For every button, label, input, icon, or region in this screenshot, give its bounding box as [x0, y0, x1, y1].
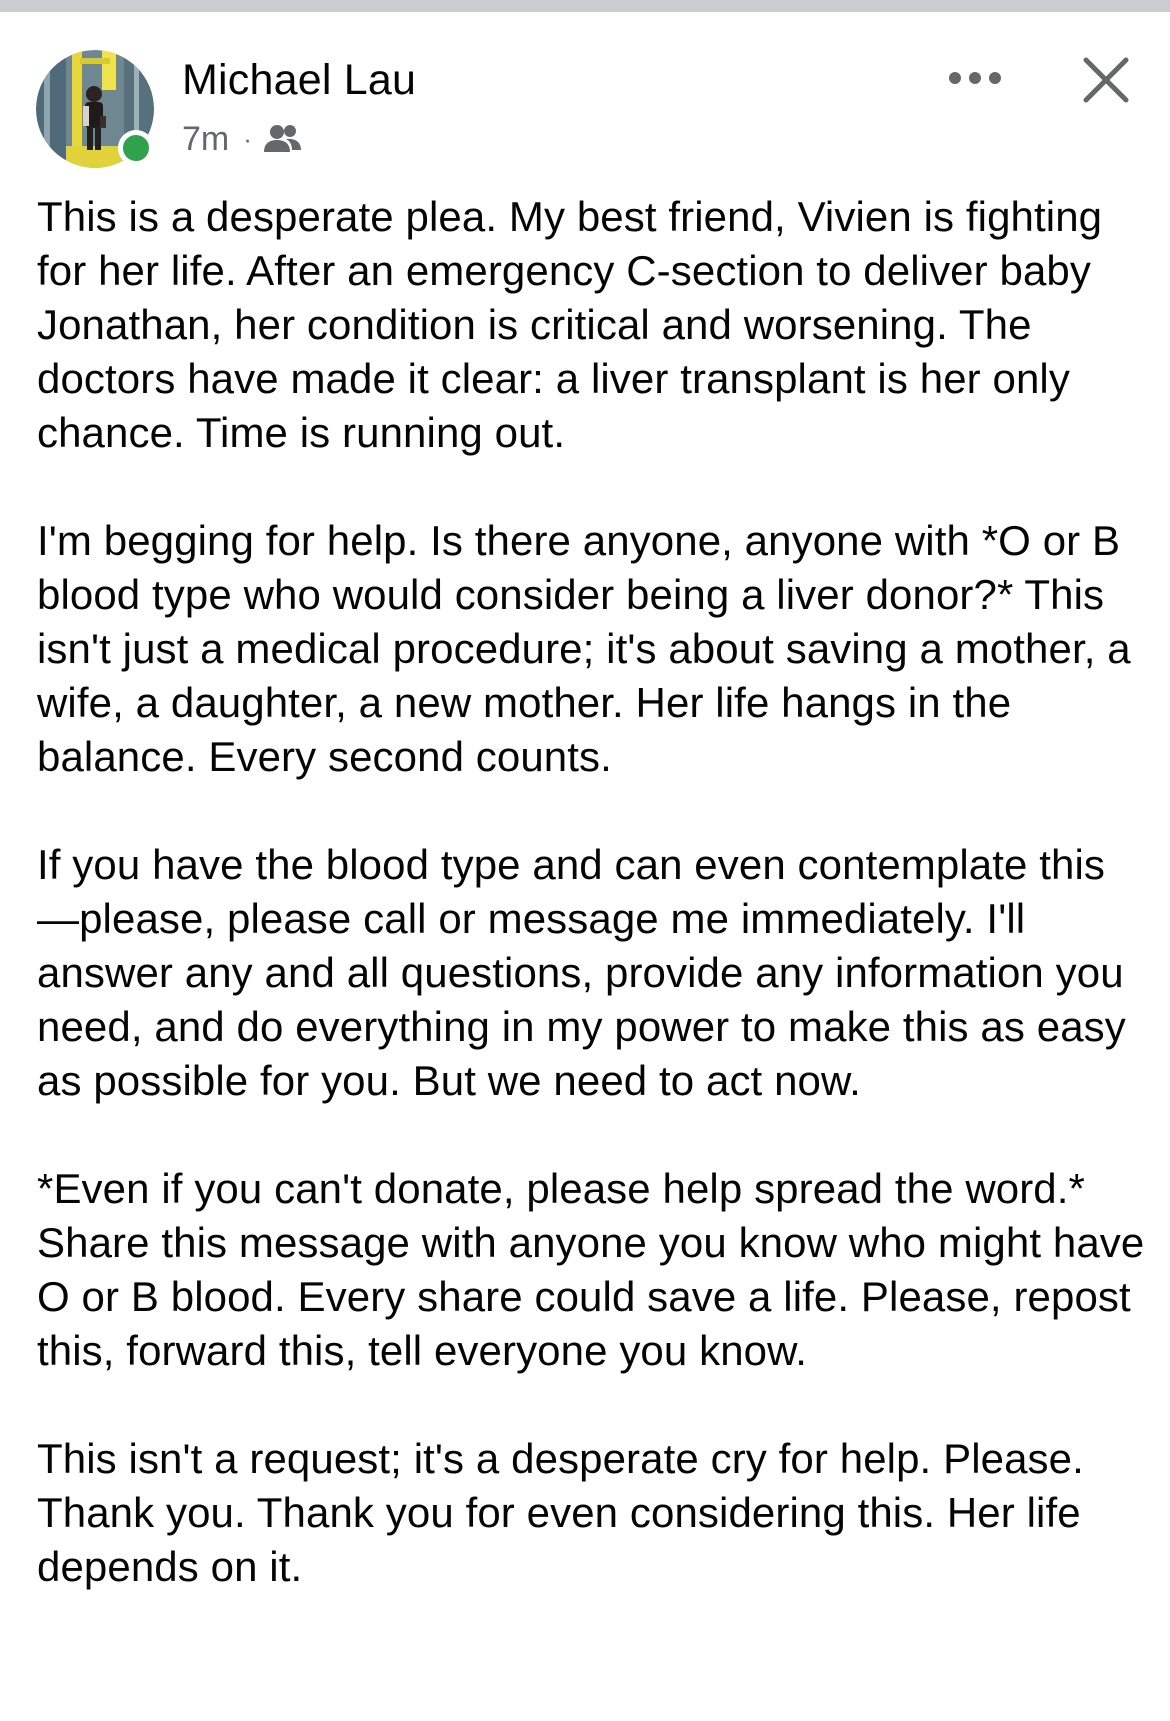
friends-icon[interactable]	[264, 122, 302, 156]
post-paragraph: This isn't a request; it's a desperate cry for help. Please. Thank you. Thank you for even considering this. Her life depends on it.	[37, 1435, 1084, 1590]
more-options-button[interactable]	[940, 58, 1010, 98]
post-paragraph: This is a desperate plea. My best friend, Vivien is fighting for her life. After an emergency C-section to deliver baby Jonathan, her condition is critical and worsening. The doctors have made it clear: a liver transplant is her only chance. Time is running out.	[37, 193, 1103, 456]
post-author-name[interactable]: Michael Lau	[182, 56, 417, 104]
post-timestamp[interactable]: 7m	[182, 119, 230, 158]
post-body	[37, 190, 1147, 1648]
close-icon	[1082, 56, 1130, 104]
post-paragraph: If you have the blood type and can even contemplate this—please, please call or message me immediately. I'll answer any and all questions, provide any information you need, and do everything in my power to make this as easy as possible for you. But we need to act now.	[37, 841, 1126, 1104]
post-meta	[182, 117, 302, 161]
meta-separator: ·	[243, 123, 252, 154]
online-status-indicator	[118, 130, 154, 166]
post-paragraph: *Even if you can't donate, please help spread the word.* Share this message with anyone you know who might have O or B blood. Every share could save a life. Please, repost this, forward this, tell everyone you know.	[37, 1165, 1145, 1374]
close-button[interactable]	[1078, 52, 1134, 108]
top-divider-bar	[0, 0, 1170, 12]
more-options-icon	[940, 68, 1010, 88]
avatar[interactable]	[36, 50, 154, 168]
post-paragraph: I'm begging for help. Is there anyone, anyone with *O or B blood type who would consider being a liver donor?* This isn't just a medical procedure; it's about saving a mother, a wife, a daughter, a new mother. Her life hangs in the balance. Every second counts.	[37, 517, 1131, 780]
